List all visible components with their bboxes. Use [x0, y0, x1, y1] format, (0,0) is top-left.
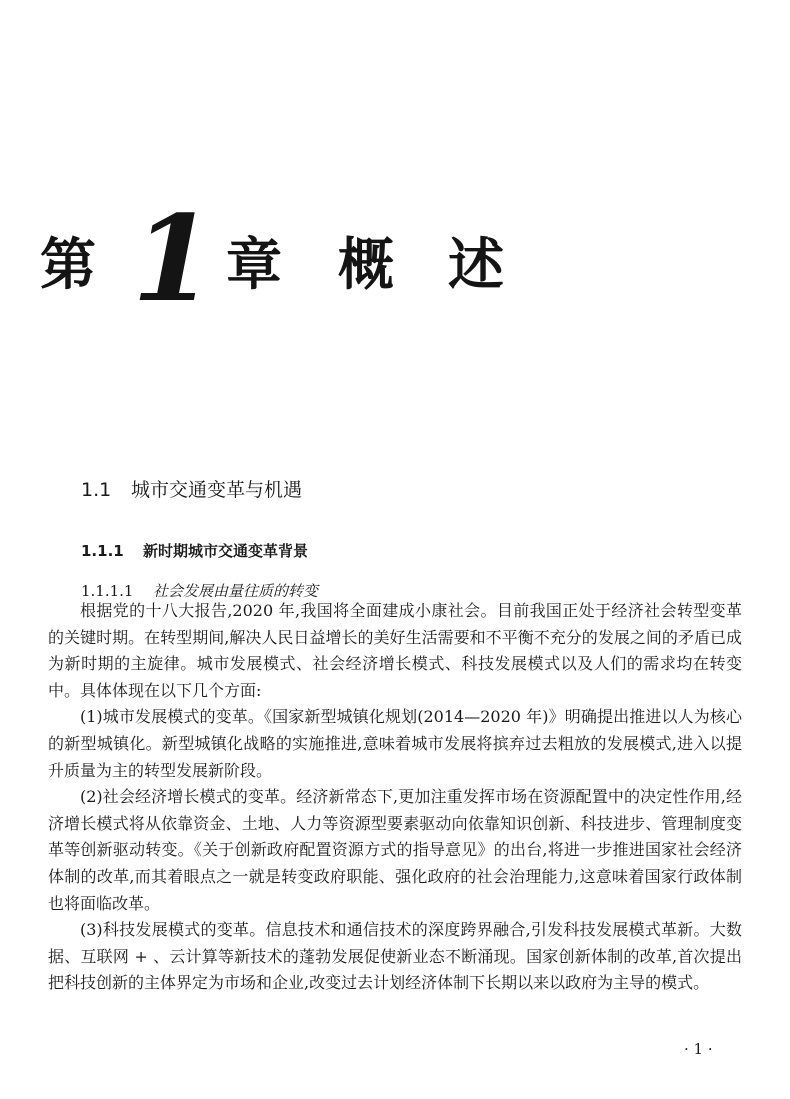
subsection-heading — [81, 540, 308, 561]
chapter-number: 1 — [132, 189, 215, 328]
chapter-title-char-2: 述 — [448, 233, 504, 298]
chapter-suffix: 章 — [226, 233, 282, 298]
subsubsection-title: 社会发展由量往质的转变 — [153, 582, 319, 600]
paragraph: (3)科技发展模式的变革。信息技术和通信技术的深度跨界融合,引发科技发展模式革新。大数据、互联网 + 、云计算等新技术的蓬勃发展促使新业态不断涌现。国家创新体制的改革,首次提出把科技创新的主体界定为市场和企业,改变过去计划经济体制下长期以来以政府为主导的模式。 — [48, 920, 742, 993]
section-title: 城市交通变革与机遇 — [131, 479, 303, 501]
chapter-title — [40, 189, 560, 328]
paragraph: (1)城市发展模式的变革。《国家新型城镇化规划(2014—2020 年)》明确提出推进以人为核心的新型城镇化。新型城镇化战略的实施推进,意味着城市发展将摈弃过去粗放的发展模式,进入以提升质量为主的转型发展新阶段。 — [48, 707, 742, 780]
section-number: 1.1 — [81, 479, 112, 501]
section-heading — [81, 475, 302, 502]
body-text — [48, 598, 742, 997]
chapter-prefix: 第 — [40, 233, 96, 298]
page-number: · 1 · — [684, 1040, 713, 1058]
paragraph: 根据党的十八大报告,2020 年,我国将全面建成小康社会。目前我国正处于经济社会转型变革的关键时期。在转型期间,解决人民日益增长的美好生活需要和不平衡不充分的发展之间的矛盾已成为新时期的主旋律。城市发展模式、社会经济增长模式、科技发展模式以及人们的需求均在转变中。具体体现在以下几个方面: — [48, 601, 742, 700]
chapter-title-char-1: 概 — [338, 233, 394, 298]
subsection-title: 新时期城市交通变革背景 — [143, 542, 309, 560]
subsubsection-number: 1.1.1.1 — [81, 582, 134, 600]
paragraph: (2)社会经济增长模式的变革。经济新常态下,更加注重发挥市场在资源配置中的决定性作用,经济增长模式将从依靠资金、土地、人力等资源型要素驱动向依靠知识创新、科技进步、管理制度变革等创新驱动转变。《关于创新政府配置资源方式的指导意见》的出台,将进一步推进国家社会经济体制的改革,而其着眼点之一就是转变政府职能、强化政府的社会治理能力,这意味着国家行政体制也将面临改革。 — [48, 787, 742, 913]
subsection-number: 1.1.1 — [81, 542, 124, 560]
